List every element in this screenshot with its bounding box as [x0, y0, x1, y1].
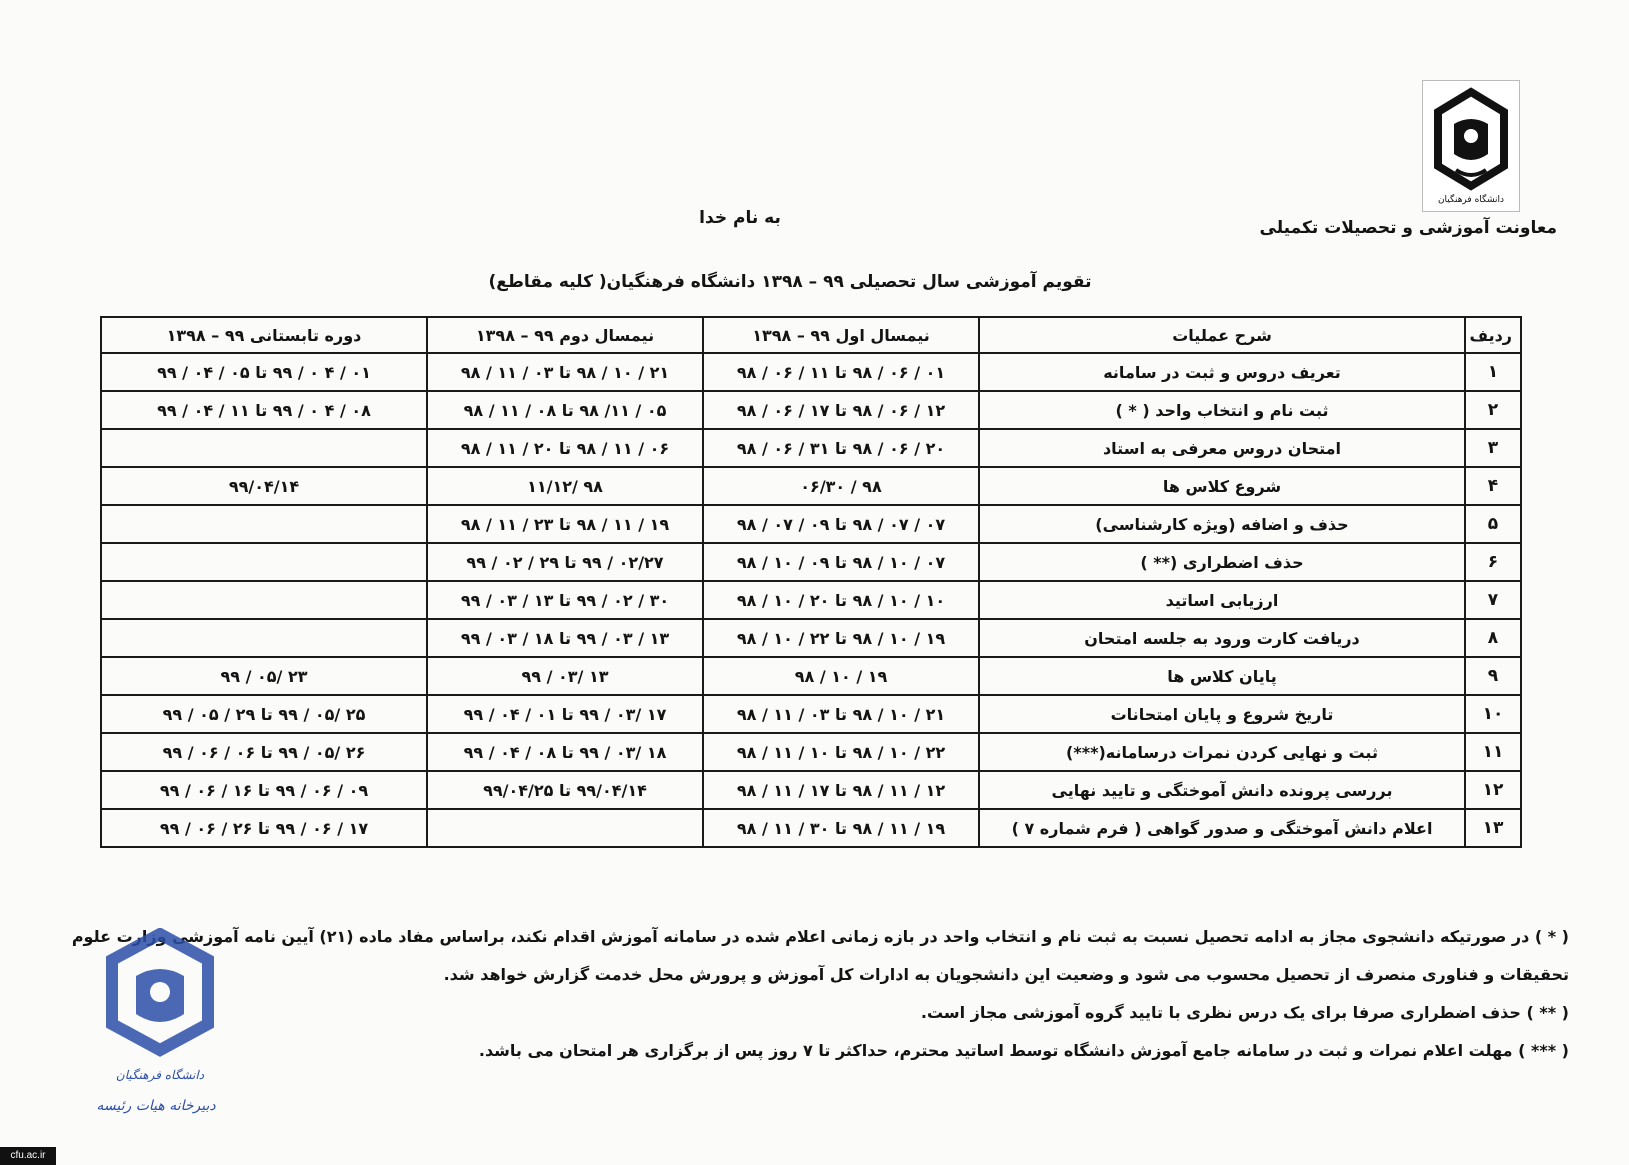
table-row	[101, 543, 1521, 581]
semester-1-date-cell: ۱۲ / ۱۱ / ۹۸ تا ۱۷ / ۱۱ / ۹۸	[703, 771, 979, 809]
table-row	[101, 353, 1521, 391]
operation-cell: ثبت نام و انتخاب واحد ( * )	[979, 391, 1465, 429]
header-operation: شرح عملیات	[979, 317, 1465, 353]
table-row	[101, 391, 1521, 429]
summer-date-cell	[101, 619, 427, 657]
semester-1-date-cell: ۱۹ / ۱۱ / ۹۸ تا ۳۰ / ۱۱ / ۹۸	[703, 809, 979, 847]
table-row	[101, 467, 1521, 505]
summer-date-cell	[101, 429, 427, 467]
summer-date-cell: ۰۱ / ۴ ۰ / ۹۹ تا ۰۵ / ۰۴ / ۹۹	[101, 353, 427, 391]
semester-2-date-cell: ۰۲/۲۷ / ۹۹ تا ۲۹ / ۰۲ / ۹۹	[427, 543, 703, 581]
summer-date-cell	[101, 543, 427, 581]
site-watermark: cfu.ac.ir	[0, 1147, 56, 1165]
row-number-cell: ۸	[1465, 619, 1521, 657]
summer-date-cell: ۱۷ / ۰۶ / ۹۹ تا ۲۶ / ۰۶ / ۹۹	[101, 809, 427, 847]
stamp-caption: دانشگاه فرهنگیان	[115, 1068, 205, 1082]
logo-caption: دانشگاه فرهنگیان	[1437, 195, 1505, 205]
summer-date-cell: ۲۵ /۰۵ / ۹۹ تا ۲۹ / ۰۵ / ۹۹	[101, 695, 427, 733]
operation-cell: امتحان دروس معرفی به استاد	[979, 429, 1465, 467]
table-row	[101, 695, 1521, 733]
table-row	[101, 657, 1521, 695]
semester-1-date-cell: ۰۷ / ۰۷ / ۹۸ تا ۰۹ / ۰۷ / ۹۸	[703, 505, 979, 543]
row-number-cell: ۳	[1465, 429, 1521, 467]
operation-cell: بررسی پرونده دانش آموختگی و تایید نهایی	[979, 771, 1465, 809]
semester-2-date-cell	[427, 809, 703, 847]
semester-1-date-cell: ۰۱ / ۰۶ / ۹۸ تا ۱۱ / ۰۶ / ۹۸	[703, 353, 979, 391]
operation-cell: ارزیابی اساتید	[979, 581, 1465, 619]
signature: دبیرخانه هیات رئیسه	[96, 1098, 216, 1114]
semester-2-date-cell: ۰۵ / ۱۱/ ۹۸ تا ۰۸ / ۱۱ / ۹۸	[427, 391, 703, 429]
operation-cell: حذف و اضافه (ویژه کارشناسی)	[979, 505, 1465, 543]
university-logo	[1422, 80, 1520, 212]
semester-1-date-cell: ۹۸ / ۰۶/۳۰	[703, 467, 979, 505]
summer-date-cell: ۹۹/۰۴/۱۴	[101, 467, 427, 505]
semester-2-date-cell: ۹۹/۰۴/۱۴ تا ۹۹/۰۴/۲۵	[427, 771, 703, 809]
footnote-3: ( *** ) مهلت اعلام نمرات و ثبت در سامانه جامع آموزش دانشگاه توسط اساتید محترم، حداکثر تا ۷ روز پس از برگزاری هر امتحان می باشد.	[478, 1041, 1569, 1060]
operation-cell: ثبت و نهایی کردن نمرات درسامانه(***)	[979, 733, 1465, 771]
operation-cell: شروع کلاس ها	[979, 467, 1465, 505]
semester-2-date-cell: ۱۳ / ۰۳ / ۹۹ تا ۱۸ / ۰۳ / ۹۹	[427, 619, 703, 657]
table-row	[101, 429, 1521, 467]
row-number-cell: ۴	[1465, 467, 1521, 505]
table-row	[101, 771, 1521, 809]
row-number-cell: ۱۱	[1465, 733, 1521, 771]
semester-1-date-cell: ۱۰ / ۱۰ / ۹۸ تا ۲۰ / ۱۰ / ۹۸	[703, 581, 979, 619]
semester-1-date-cell: ۲۰ / ۰۶ / ۹۸ تا ۳۱ / ۰۶ / ۹۸	[703, 429, 979, 467]
department-title: معاونت آموزشی و تحصیلات تکمیلی	[1259, 218, 1557, 238]
table-row	[101, 809, 1521, 847]
basmala-heading: به نام خدا	[699, 208, 781, 228]
summer-date-cell: ۰۹ / ۰۶ / ۹۹ تا ۱۶ / ۰۶ / ۹۹	[101, 771, 427, 809]
semester-1-date-cell: ۱۹ / ۱۰ / ۹۸	[703, 657, 979, 695]
table-row	[101, 581, 1521, 619]
table-header-row	[101, 317, 1521, 353]
operation-cell: حذف اضطراری (** )	[979, 543, 1465, 581]
footnote-1-continued: تحقیقات و فناوری منصرف از تحصیل محسوب می شود و وضعیت این دانشجویان به ادارات کل آموزش و پرورش محل خدمت گزارش خواهد شد.	[443, 965, 1569, 984]
table-body	[101, 353, 1521, 847]
semester-1-date-cell: ۱۹ / ۱۰ / ۹۸ تا ۲۲ / ۱۰ / ۹۸	[703, 619, 979, 657]
summer-date-cell: ۲۳ /۰۵ / ۹۹	[101, 657, 427, 695]
footnotes	[71, 918, 1569, 1070]
operation-cell: تاریخ شروع و پایان امتحانات	[979, 695, 1465, 733]
table-row	[101, 505, 1521, 543]
semester-1-date-cell: ۱۲ / ۰۶ / ۹۸ تا ۱۷ / ۰۶ / ۹۸	[703, 391, 979, 429]
summer-date-cell	[101, 505, 427, 543]
semester-1-date-cell: ۰۷ / ۱۰ / ۹۸ تا ۰۹ / ۱۰ / ۹۸	[703, 543, 979, 581]
operation-cell: اعلام دانش آموختگی و صدور گواهی ( فرم شماره ۷ )	[979, 809, 1465, 847]
semester-1-date-cell: ۲۲ / ۱۰ / ۹۸ تا ۱۰ / ۱۱ / ۹۸	[703, 733, 979, 771]
header-semester-1: نیمسال اول ۹۹ – ۱۳۹۸	[703, 317, 979, 353]
semester-1-date-cell: ۲۱ / ۱۰ / ۹۸ تا ۰۳ / ۱۱ / ۹۸	[703, 695, 979, 733]
footnote-2: ( ** ) حذف اضطراری صرفا برای یک درس نظری با تایید گروه آموزشی مجاز است.	[920, 1003, 1569, 1022]
semester-2-date-cell: ۱۳ /۰۳ / ۹۹	[427, 657, 703, 695]
operation-cell: پایان کلاس ها	[979, 657, 1465, 695]
semester-2-date-cell: ۱۸ /۰۳ / ۹۹ تا ۰۸ / ۰۴ / ۹۹	[427, 733, 703, 771]
header-semester-2: نیمسال دوم ۹۹ – ۱۳۹۸	[427, 317, 703, 353]
calendar-title: تقویم آموزشی سال تحصیلی ۹۹ – ۱۳۹۸ دانشگاه فرهنگیان( کلیه مقاطع)	[488, 272, 1092, 292]
operation-cell: تعریف دروس و ثبت در سامانه	[979, 353, 1465, 391]
row-number-cell: ۹	[1465, 657, 1521, 695]
header-row-number: ردیف	[1465, 317, 1521, 353]
row-number-cell: ۱۳	[1465, 809, 1521, 847]
semester-2-date-cell: ۰۶ / ۱۱ / ۹۸ تا ۲۰ / ۱۱ / ۹۸	[427, 429, 703, 467]
table-row	[101, 733, 1521, 771]
row-number-cell: ۵	[1465, 505, 1521, 543]
semester-2-date-cell: ۳۰ / ۰۲ / ۹۹ تا ۱۳ / ۰۳ / ۹۹	[427, 581, 703, 619]
semester-2-date-cell: ۱۷ /۰۳ / ۹۹ تا ۰۱ / ۰۴ / ۹۹	[427, 695, 703, 733]
summer-date-cell: ۰۸ / ۴ ۰ / ۹۹ تا ۱۱ / ۰۴ / ۹۹	[101, 391, 427, 429]
row-number-cell: ۲	[1465, 391, 1521, 429]
summer-date-cell: ۲۶ /۰۵ / ۹۹ تا ۰۶ / ۰۶ / ۹۹	[101, 733, 427, 771]
semester-2-date-cell: ۲۱ / ۱۰ / ۹۸ تا ۰۳ / ۱۱ / ۹۸	[427, 353, 703, 391]
row-number-cell: ۱۰	[1465, 695, 1521, 733]
academic-calendar-table	[100, 316, 1522, 848]
university-emblem-icon	[1426, 84, 1516, 208]
footnote-1: ( * ) در صورتیکه دانشجوی مجاز به ادامه تحصیل نسبت به ثبت نام و انتخاب واحد در بازه زمانی اعلام شده در سامانه آموزش اقدام نکند، براساس مفاد ماده (۲۱) آیین نامه آموزشی وزارت علوم	[71, 927, 1569, 946]
summer-date-cell	[101, 581, 427, 619]
row-number-cell: ۶	[1465, 543, 1521, 581]
header-summer: دوره تابستانی ۹۹ – ۱۳۹۸	[101, 317, 427, 353]
row-number-cell: ۱۲	[1465, 771, 1521, 809]
table-row	[101, 619, 1521, 657]
operation-cell: دریافت کارت ورود به جلسه امتحان	[979, 619, 1465, 657]
semester-2-date-cell: ۹۸ /۱۱/۱۲	[427, 467, 703, 505]
stamp-emblem-icon	[96, 928, 224, 1068]
semester-2-date-cell: ۱۹ / ۱۱ / ۹۸ تا ۲۳ / ۱۱ / ۹۸	[427, 505, 703, 543]
row-number-cell: ۱	[1465, 353, 1521, 391]
row-number-cell: ۷	[1465, 581, 1521, 619]
